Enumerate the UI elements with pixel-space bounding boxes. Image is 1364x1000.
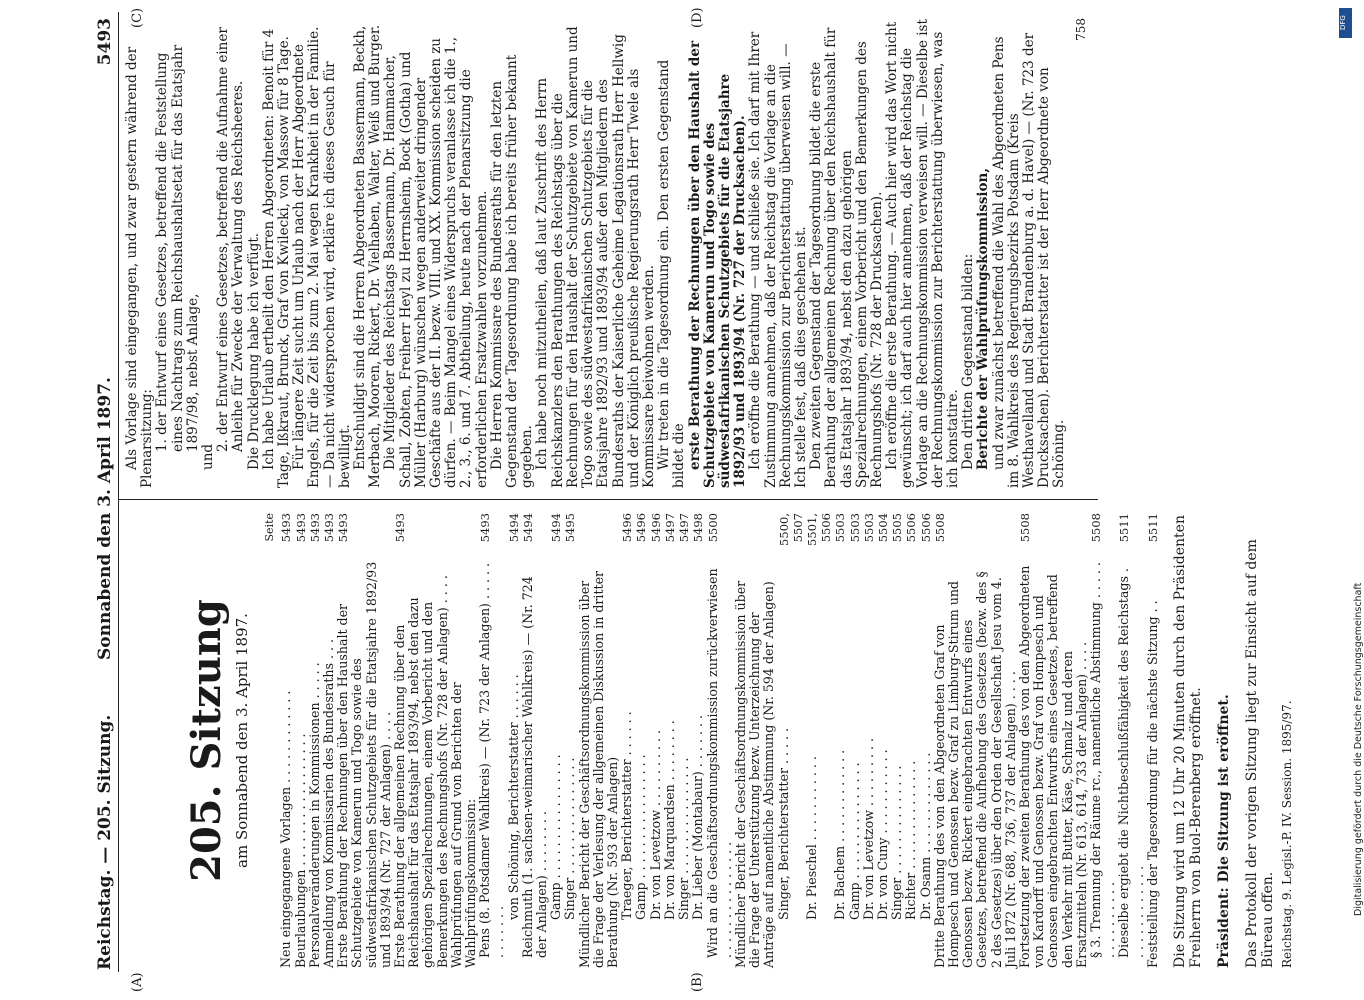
toc-entry-page: 5508: [1088, 513, 1103, 543]
toc-entry-page: 5503: [847, 513, 862, 543]
toc-entry: [478, 513, 506, 968]
body-paragraph: Den zweiten Gegenstand der Tagesordnung bildet die erste Berathung der allgemeinen Rechnung über den Reichshaushalt für das Etatsjahr 1893/94, nebst den dazu gehörigen Spezialrechnungen, einem Vorbericht und den Bemerkungen des Rechnungshofs (Nr. 728 der Drucksachen).: [808, 27, 885, 488]
toc-entry: [876, 513, 890, 968]
margin-tag-c: (C): [130, 7, 145, 28]
body-paragraph: erste Berathung der Rechnungen über den Haushalt der Schutzgebiete von Kamerun und Togo sowie des südwestafrikanischen Schutzgebiets für die Etatsjahre 1892/93 und 1893/94 (Nr. 727 der Drucksachen).: [686, 40, 749, 488]
toc-entry-page: 5493: [478, 513, 493, 543]
toc-entry: [677, 513, 691, 968]
body-paragraph: Ich habe noch mitzutheilen, daß laut Zuschrift des Herrn Reichskanzlers den Berathungen des Reichstags über die Rechnungen für den Haushalt der Schutzgebiete von Kamerun und Togo sowie des südwestafrikanischen Schutzgebiets für die Etatsjahre 1892/93 und 1893/94 außer den Mitgliedern des Bundesraths der Kaiserliche Geheime Legationsrath Herr Hellwig und der Königlich preußische Regierungsrath Herr Twele als Kommissare beiwohnen werden.: [534, 26, 657, 488]
toc-entry-text: Singer . . . . . . . . . . . . . . .: [676, 757, 692, 920]
toc-entry-text: Mündlicher Bericht der Geschäftsordnungskommission über die Frage der Verlesung der allgemeinen Diskussion in dritter Berathung (Nr. 593 der Anlagen): [576, 570, 621, 968]
toc-entry-text: Pens (8. Potsdamer Wahlkreis) — (Nr. 723 der Anlagen) . . . . . . . . . . . .: [477, 563, 507, 958]
toc-entry-page: [578, 513, 621, 561]
toc-entry: [734, 513, 777, 968]
toc-entry-text: Dr. Pieschel . . . . . . . . . . .: [803, 756, 819, 920]
footnote: Reichstag. 9. Legisl.-P. IV. Session. 1895/97.: [1280, 700, 1294, 968]
toc-entry-page: 5493: [322, 513, 337, 543]
toc-entry-page: 5506: [904, 513, 919, 543]
toc-entry-page: 5497: [662, 513, 677, 543]
column-divider: [118, 499, 1098, 500]
body-paragraph: Als Vorlage sind eingegangen, und zwar gestern während der Plenarsitzung:: [124, 46, 156, 488]
digitization-note: Digitalisierung gefördert durch die Deutsche Forschungsgemeinschaft: [1353, 582, 1364, 916]
body-paragraph: Die Herren Kommissare des Bundesraths für den letzten Gegenstand der Tagesordnung habe ich bereits früher bekannt gegeben.: [488, 54, 536, 488]
toc-entry: [521, 513, 549, 968]
toc-entry-text: Feststellung der Tagesordnung für die nächste Sitzung . .: [1144, 600, 1160, 968]
toc-entry-text: Dr. Osann . . . . . . . . . . . . .: [917, 752, 933, 920]
toc-entry: [904, 513, 918, 968]
margin-tag-b: (B): [690, 972, 705, 992]
toc-entry-page: 5498: [691, 513, 706, 543]
toc-entry: [890, 513, 904, 968]
toc-entry: [620, 513, 634, 968]
body-text: [125, 18, 1068, 488]
body-paragraph: und zwar zunächst betreffend die Wahl des Abgeordneten Pens im 8. Wahlkreis des Regierungsbezirks Potsdam (Kreis Westhavelland und Stadt Brandenburg a. d. Havel) — (Nr. 723 der Drucksachen). Berichterstatter ist der Herr Abgeordnete von Schöning.: [990, 32, 1068, 488]
toc-entry-text: Richter . . . . . . . . . . . . . .: [903, 760, 919, 920]
header-rule: [118, 12, 119, 972]
session-date: am Sonnabend den 3. April 1897.: [233, 613, 251, 868]
toc-entry: [1018, 513, 1089, 968]
toc-entry-page: [734, 513, 777, 561]
body-paragraph: und: [200, 443, 217, 470]
toc-entry-text: Dr. von Marquardsen . . . . . . . .: [661, 720, 677, 920]
toc-entry: [336, 513, 393, 968]
header-left: Reichstag. — 205. Sitzung.: [95, 714, 115, 970]
toc-entry-page: 5496: [634, 513, 649, 543]
toc-entry-text: Neu eingegangene Vorlagen . . . . . . . . . . . .: [278, 690, 294, 968]
toc-entry: [933, 513, 1018, 968]
margin-tag-a: (A): [130, 972, 145, 992]
toc-entry-text: von Schöning, Berichterstatter . . . . . .: [505, 674, 521, 920]
toc-entry-page: 5506: [918, 513, 933, 543]
toc-entry-page: 5504: [875, 513, 890, 543]
toc-entry-text: Dritte Berathung des von den Abgeordneten Graf von Hompesch und Genossen bezw. Graf zu Limburg-Stirum und Genossen bezw. Rickert eingebrachten Entwurfs eines Gesetzes, betreffend die Aufhebung des Gesetzes (bezw. des § 2 des Gesetzes) über den Orden der Gesellschaft Jesu vom 4. Juli 1872 (Nr. 688, 736, 737 der Anlagen) . . . .: [931, 571, 1018, 968]
toc-entry: [706, 513, 734, 968]
toc-entry-page: 5503: [861, 513, 876, 543]
toc-entry-text: Mündlicher Bericht der Geschäftsordnungskommission über die Frage der Unterstützung bezw. Unterzeichnung der Anträge auf namentliche Abstimmung (Nr. 594 der Anlagen): [732, 580, 777, 968]
toc-entry: [549, 513, 563, 968]
toc-entry: [450, 513, 478, 968]
toc-entry-text: Erste Berathung der Rechnungen über den Haushalt der Schutzgebiete von Kamerun und Togo sowie des südwestafrikanischen Schutzgebiets für die Etatsjahre 1892/93 und 1893/94 (Nr. 727 der Anlagen) . . . .: [335, 561, 393, 968]
body-paragraph: Den dritten Gegenstand bilden:: [960, 253, 977, 470]
toc-entry-text: Singer . . . . . . . . . . . . . . .: [562, 757, 578, 920]
toc-entry: [777, 513, 805, 968]
toc-entry-page: 5500: [705, 513, 720, 543]
margin-tag-d: (D): [690, 7, 705, 28]
toc-entry-text: Wahlprüfungen auf Grund von Berichten der Wahlprüfungskommission:: [448, 682, 479, 968]
toc-entry-page: 5500, 5507: [776, 513, 805, 546]
toc-entry-text: Singer . . . . . . . . . . . . . .: [889, 765, 905, 920]
toc-entry: [691, 513, 705, 968]
table-of-contents: [279, 513, 1160, 968]
toc-entry-page: 5494: [549, 513, 564, 543]
toc-entry: [649, 513, 663, 968]
toc-entry: [393, 513, 450, 968]
toc-entry: [805, 513, 833, 968]
toc-entry: [322, 513, 336, 968]
body-paragraph: Entschuldigt sind die Herren Abgeordneten Bassermann, Beckh, Merbach, Mooren, Rickert, Dr. Vielhaben, Walter, Weiß und Burger.: [352, 24, 384, 488]
toc-entry-text: Singer, Berichterstatter . . . . .: [775, 727, 791, 920]
toc-entry: [294, 513, 308, 968]
toc-entry-page: 5494: [506, 513, 521, 543]
toc-entry-text: Personalveränderungen in Kommissionen . . . . .: [306, 662, 322, 968]
toc-entry-text: Gamp . . . . . . . . . . . . . . . .: [548, 754, 564, 920]
toc-entry: [848, 513, 862, 968]
protocol-line: Das Protokoll der vorigen Sitzung liegt zur Einsicht auf dem Büreau offen.: [1244, 539, 1276, 968]
opening-text: Die Sitzung wird um 12 Uhr 20 Minuten durch den Präsidenten Freiherrn von Buol-Berenberg eröffnet.: [1172, 515, 1204, 968]
toc-entry-text: Dr. von Levetzow . . . . . . . . .: [860, 737, 876, 920]
header-center: Sonnabend den 3. April 1897.: [95, 377, 115, 660]
body-paragraph: Ich eröffne die erste Berathung. — Auch hier wird das Wort nicht gewünscht; ich darf auch hier annehmen, daß der Reichstag die Vorlage an die Rechnungskommission verweisen will. — Dieselbe ist der Rechnungskommission zur Berichterstattung überwiesen, was ich konstatire.: [884, 19, 961, 488]
session-title: 205. Sitzung: [183, 599, 230, 882]
dfg-logo: DFG: [1339, 8, 1352, 38]
toc-entry-text: Dr. Bachem . . . . . . . . . . . .: [832, 749, 848, 920]
toc-entry-text: Dr. von Cuny . . . . . . . . . . .: [874, 749, 890, 920]
toc-entry-text: Reichmuth (1. sachsen-weimarischer Wahlkreis) — (Nr. 724 der Anlagen) . . . . . . . .: [519, 576, 550, 958]
toc-entry-text: Wird an die Geschäftsordnungskommission zurückverwiesen . . . . . . . . . . . . . . .: [704, 568, 734, 958]
toc-entry-page: 5496: [648, 513, 663, 543]
toc-entry-page: 5493: [393, 513, 408, 543]
toc-entry-text: Traeger, Berichterstatter . . . . . .: [619, 711, 635, 920]
toc-entry-text: Anmeldung von Kommissarien des Bundesraths . . .: [321, 638, 337, 968]
toc-entry-page: 5493: [279, 513, 294, 543]
toc-entry-text: Beurlaubungen . . . . . . . . . . . . . . . . .: [292, 733, 308, 968]
toc-entry: [507, 513, 521, 968]
toc-entry-text: Fortsetzung der zweiten Berathung des von den Abgeordneten von Kardorff und Genossen bezw. Graf von Hompesch und Genossen eingebrachten Entwurfs eines Gesetzes, betreffend den Verkehr mit Butter, Käse, Schmalz und deren Ersatzmitteln (Nr. 613, 614, 733 der Anlagen) . . . .: [1016, 565, 1089, 968]
body-paragraph: Für längere Zeit sucht um Urlaub nach der Herr Abgeordnete Engels, für die Zeit bis zum 2. Mai wegen Krankheit in der Familie. — Da nicht widersprochen wird, erkläre ich dieses Gesuch für bewilligt.: [291, 26, 353, 488]
toc-entry-page: 5494: [520, 513, 535, 543]
toc-entry-page: 5511: [1145, 513, 1160, 543]
toc-entry: [308, 513, 322, 968]
toc-entry-page: 5493: [293, 513, 308, 543]
toc-entry-text: Dr. Lieber (Montabaur) . . . . . . .: [690, 715, 706, 920]
toc-entry-page: 5501, 5506: [804, 513, 834, 546]
toc-entry-text: Erste Berathung der allgemeinen Rechnung über den Reichshaushalt für das Etatsjahr 1893/94, nebst den dazu gehörigen Spezialrechnungen, einem Vorbericht und den Bemerkungen des Rechnungshofs (Nr. 728 der Anlagen) . . . .: [392, 575, 450, 968]
body-paragraph: Wir treten in die Tagesordnung ein. Den ersten Gegenstand bildet die: [656, 59, 688, 488]
toc-entry: [634, 513, 648, 968]
toc-entry-page: 5495: [563, 513, 578, 543]
toc-entry: [919, 513, 933, 968]
body-paragraph: 1. der Entwurf eines Gesetzes, betreffend die Feststellung eines Nachtrags zum Reichshaushaltsetat für das Etatsjahr 1897/98, nebst Anlage,: [154, 44, 201, 452]
toc-entry-text: Gamp . . . . . . . . . . . . . . . .: [633, 754, 649, 920]
toc-entry-page: 5493: [307, 513, 322, 543]
toc-entry: [862, 513, 876, 968]
toc-entry-page: 5497: [677, 513, 692, 543]
toc-entry: [563, 513, 577, 968]
toc-entry: [1089, 513, 1117, 968]
toc-entry-page: 5508: [1017, 513, 1032, 543]
seite-label: Seite: [263, 513, 277, 542]
toc-entry: [663, 513, 677, 968]
toc-entry-text: § 3. Trennung der Räume rc., namentliche Abstimmung . . . . . . . . . . . . . . .: [1087, 562, 1118, 958]
toc-entry: [578, 513, 621, 968]
toc-entry-page: 5511: [1117, 513, 1132, 543]
toc-entry-text: Dieselbe ergiebt die Nichtbeschlußfähigkeit des Reichstags . . . . . . . . . . . . .: [1116, 568, 1146, 958]
body-paragraph: Ich habe Urlaub ertheilt den Herren Abgeordneten: Benoit für 4 Tage, Ißkraut, Brunck, Graf von Kwilecki, von Massow für 8 Tage.: [260, 28, 293, 488]
toc-entry: [1117, 513, 1145, 968]
right-column: [125, 18, 1089, 488]
toc-entry-page: 5508: [932, 513, 947, 543]
body-paragraph: Die Drucklegung habe ich verfügt.: [245, 232, 262, 470]
toc-entry-text: Dr. von Levetzow . . . . . . . . . .: [647, 729, 663, 920]
toc-entry: [833, 513, 847, 968]
toc-entry-page: 5503: [833, 513, 848, 543]
toc-entry-text: Gamp . . . . . . . . . . . . . . .: [846, 762, 862, 920]
toc-entry-page: 5493: [336, 513, 351, 543]
toc-entry: [279, 513, 293, 968]
toc-entry: [1146, 513, 1160, 968]
sheet-number: 758: [1073, 18, 1088, 41]
toc-entry-page: [450, 513, 478, 561]
page-number: 5493: [95, 18, 115, 66]
body-paragraph: 2. der Entwurf eines Gesetzes, betreffend die Aufnahme einer Anleihe für Zwecke der Verwaltung des Reichsheeres.: [215, 27, 247, 452]
left-column: [125, 513, 1295, 968]
body-paragraph: Ich eröffne die Berathung — und schließe sie. Ich darf mit Ihrer Zustimmung annehmen, daß der Reichstag die Vorlage an die Rechnungskommission zur Berichterstattung überweisen will. — Ich stelle fest, daß dies geschehen ist.: [747, 31, 809, 488]
body-paragraph: Die Mitglieder des Reichstags Bassermann, Dr. Hammacher, Schall, Zobten, Freiherr Heyl zu Herrnsheim, Bock (Gotha) und Müller (Harburg) wünschen wegen anderweiter dringender Geschäfte aus der II. bezw. VIII. und XX. Kommission scheiden zu dürfen. — Beim Mangel eines Widerspruchs veranlasse ich die 1., 2., 3., 6. und 7. Abtheilung, heute nach der Plenarsitzung die erforderlichen Ersatzwahlen vorzunehmen.: [382, 36, 490, 488]
president-line: Präsident: Die Sitzung ist eröffnet.: [1216, 694, 1232, 968]
body-paragraph: Berichte der Wahlprüfungskommission,: [975, 167, 992, 470]
page-header: [95, 10, 117, 990]
toc-entry-page: 5496: [620, 513, 635, 543]
toc-entry-page: 5505: [890, 513, 905, 543]
